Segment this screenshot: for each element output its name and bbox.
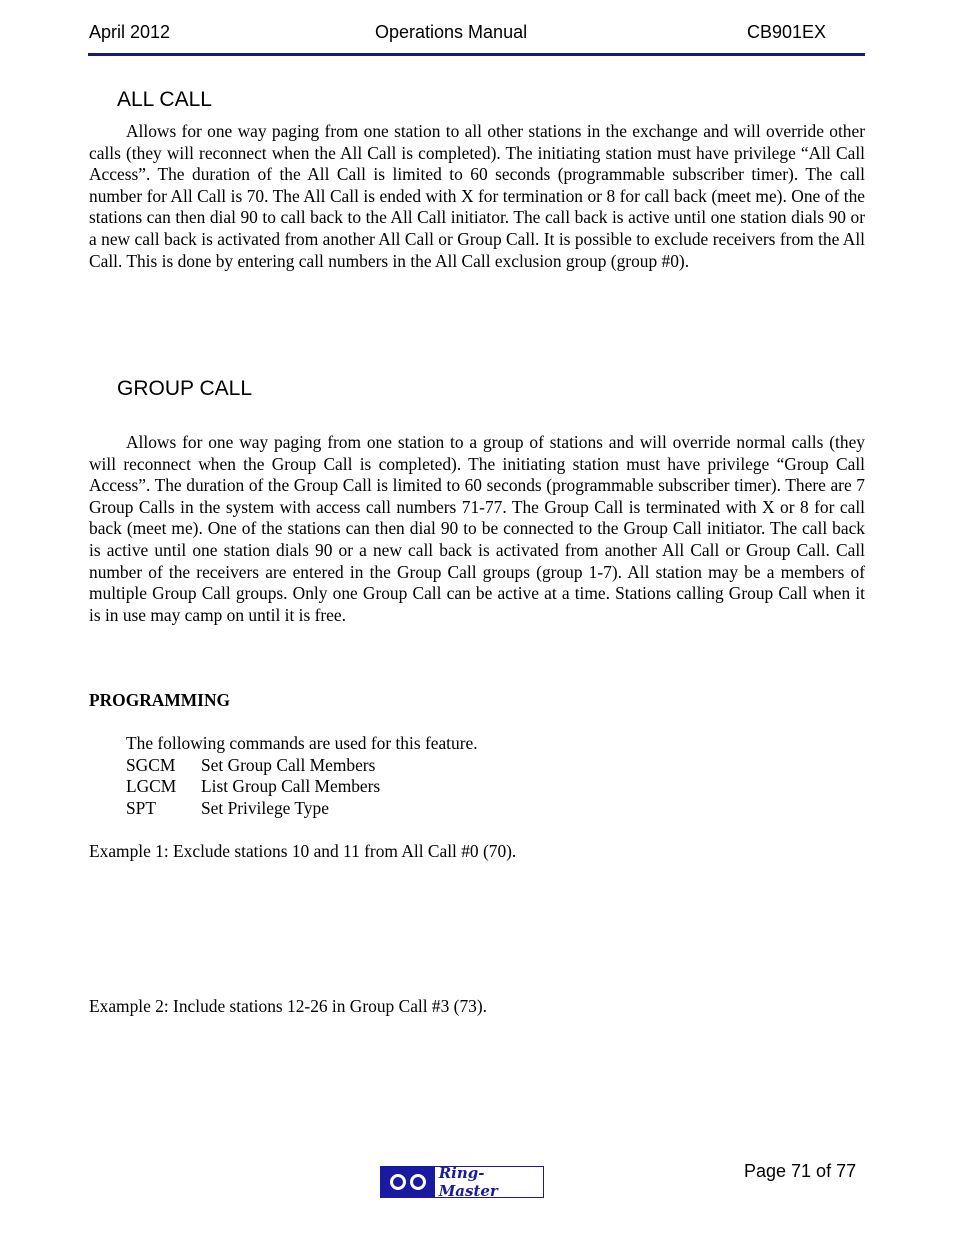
command-row [126, 776, 380, 797]
all-call-heading: ALL CALL [117, 88, 212, 111]
group-call-body: Allows for one way paging from one station to a group of stations and will override normal calls (they will reconnect when the Group Call is completed). The initiating station must have privilege “Group Call Access”. The duration of the Group Call is limited to 60 seconds (programmable subscriber timer). There are 7 Group Calls in the system with access call numbers 71-77. The Group Call is terminated with X or 8 for call back (meet me). One of the stations can then dial 90 to be connected to the Group Call initiator. The call back is active until one station dials 90 or a new call back is activated from another All Call or Group Call. Call number of the receivers are entered in the Group Call groups (group 1-7). All station may be a members of multiple Group Call groups. Only one Group Call can be active at a time. Stations calling Group Call when it is in use may camp on until it is free. [89, 432, 865, 625]
all-call-body: Allows for one way paging from one station to all other stations in the exchange and will override other calls (they will reconnect when the All Call is completed). The initiating station must have privilege “All Call Access”. The duration of the All Call is limited to 60 seconds (programmable subscriber timer). The call number for All Call is 70. The All Call is ended with X for termination or 8 for call back (meet me). One of the stations can then dial 90 to call back to the All Call initiator. The call back is active until one station dials 90 or a new call back is activated from another All Call or Group Call. It is possible to exclude receivers from the All Call. This is done by entering call numbers in the All Call exclusion group (group #0). [89, 121, 865, 271]
example-2: Example 2: Include stations 12-26 in Group Call #3 (73). [89, 996, 487, 1016]
header-rule [88, 53, 865, 56]
ring-master-logo [380, 1166, 544, 1198]
header-model: CB901EX [747, 22, 827, 42]
command-code: SGCM [126, 755, 176, 775]
example-1: Example 1: Exclude stations 10 and 11 from All Call #0 (70). [89, 841, 517, 861]
command-row [126, 755, 375, 776]
header-date: April 2012 [89, 22, 171, 42]
programming-intro: The following commands are used for this feature. [126, 733, 478, 753]
command-code: SPT [126, 798, 156, 818]
programming-heading: PROGRAMMING [89, 690, 231, 710]
group-call-heading: GROUP CALL [117, 377, 252, 400]
command-desc: Set Group Call Members [201, 755, 376, 775]
command-code: LGCM [126, 776, 177, 796]
command-desc: List Group Call Members [201, 776, 381, 796]
logo-text: Ring-Master [438, 1164, 498, 1200]
command-desc: Set Privilege Type [201, 798, 329, 818]
page-number: Page 71 of 77 [744, 1161, 857, 1181]
command-row [126, 798, 329, 819]
logo-circles-icon [381, 1167, 435, 1197]
header-title: Operations Manual [375, 22, 528, 42]
